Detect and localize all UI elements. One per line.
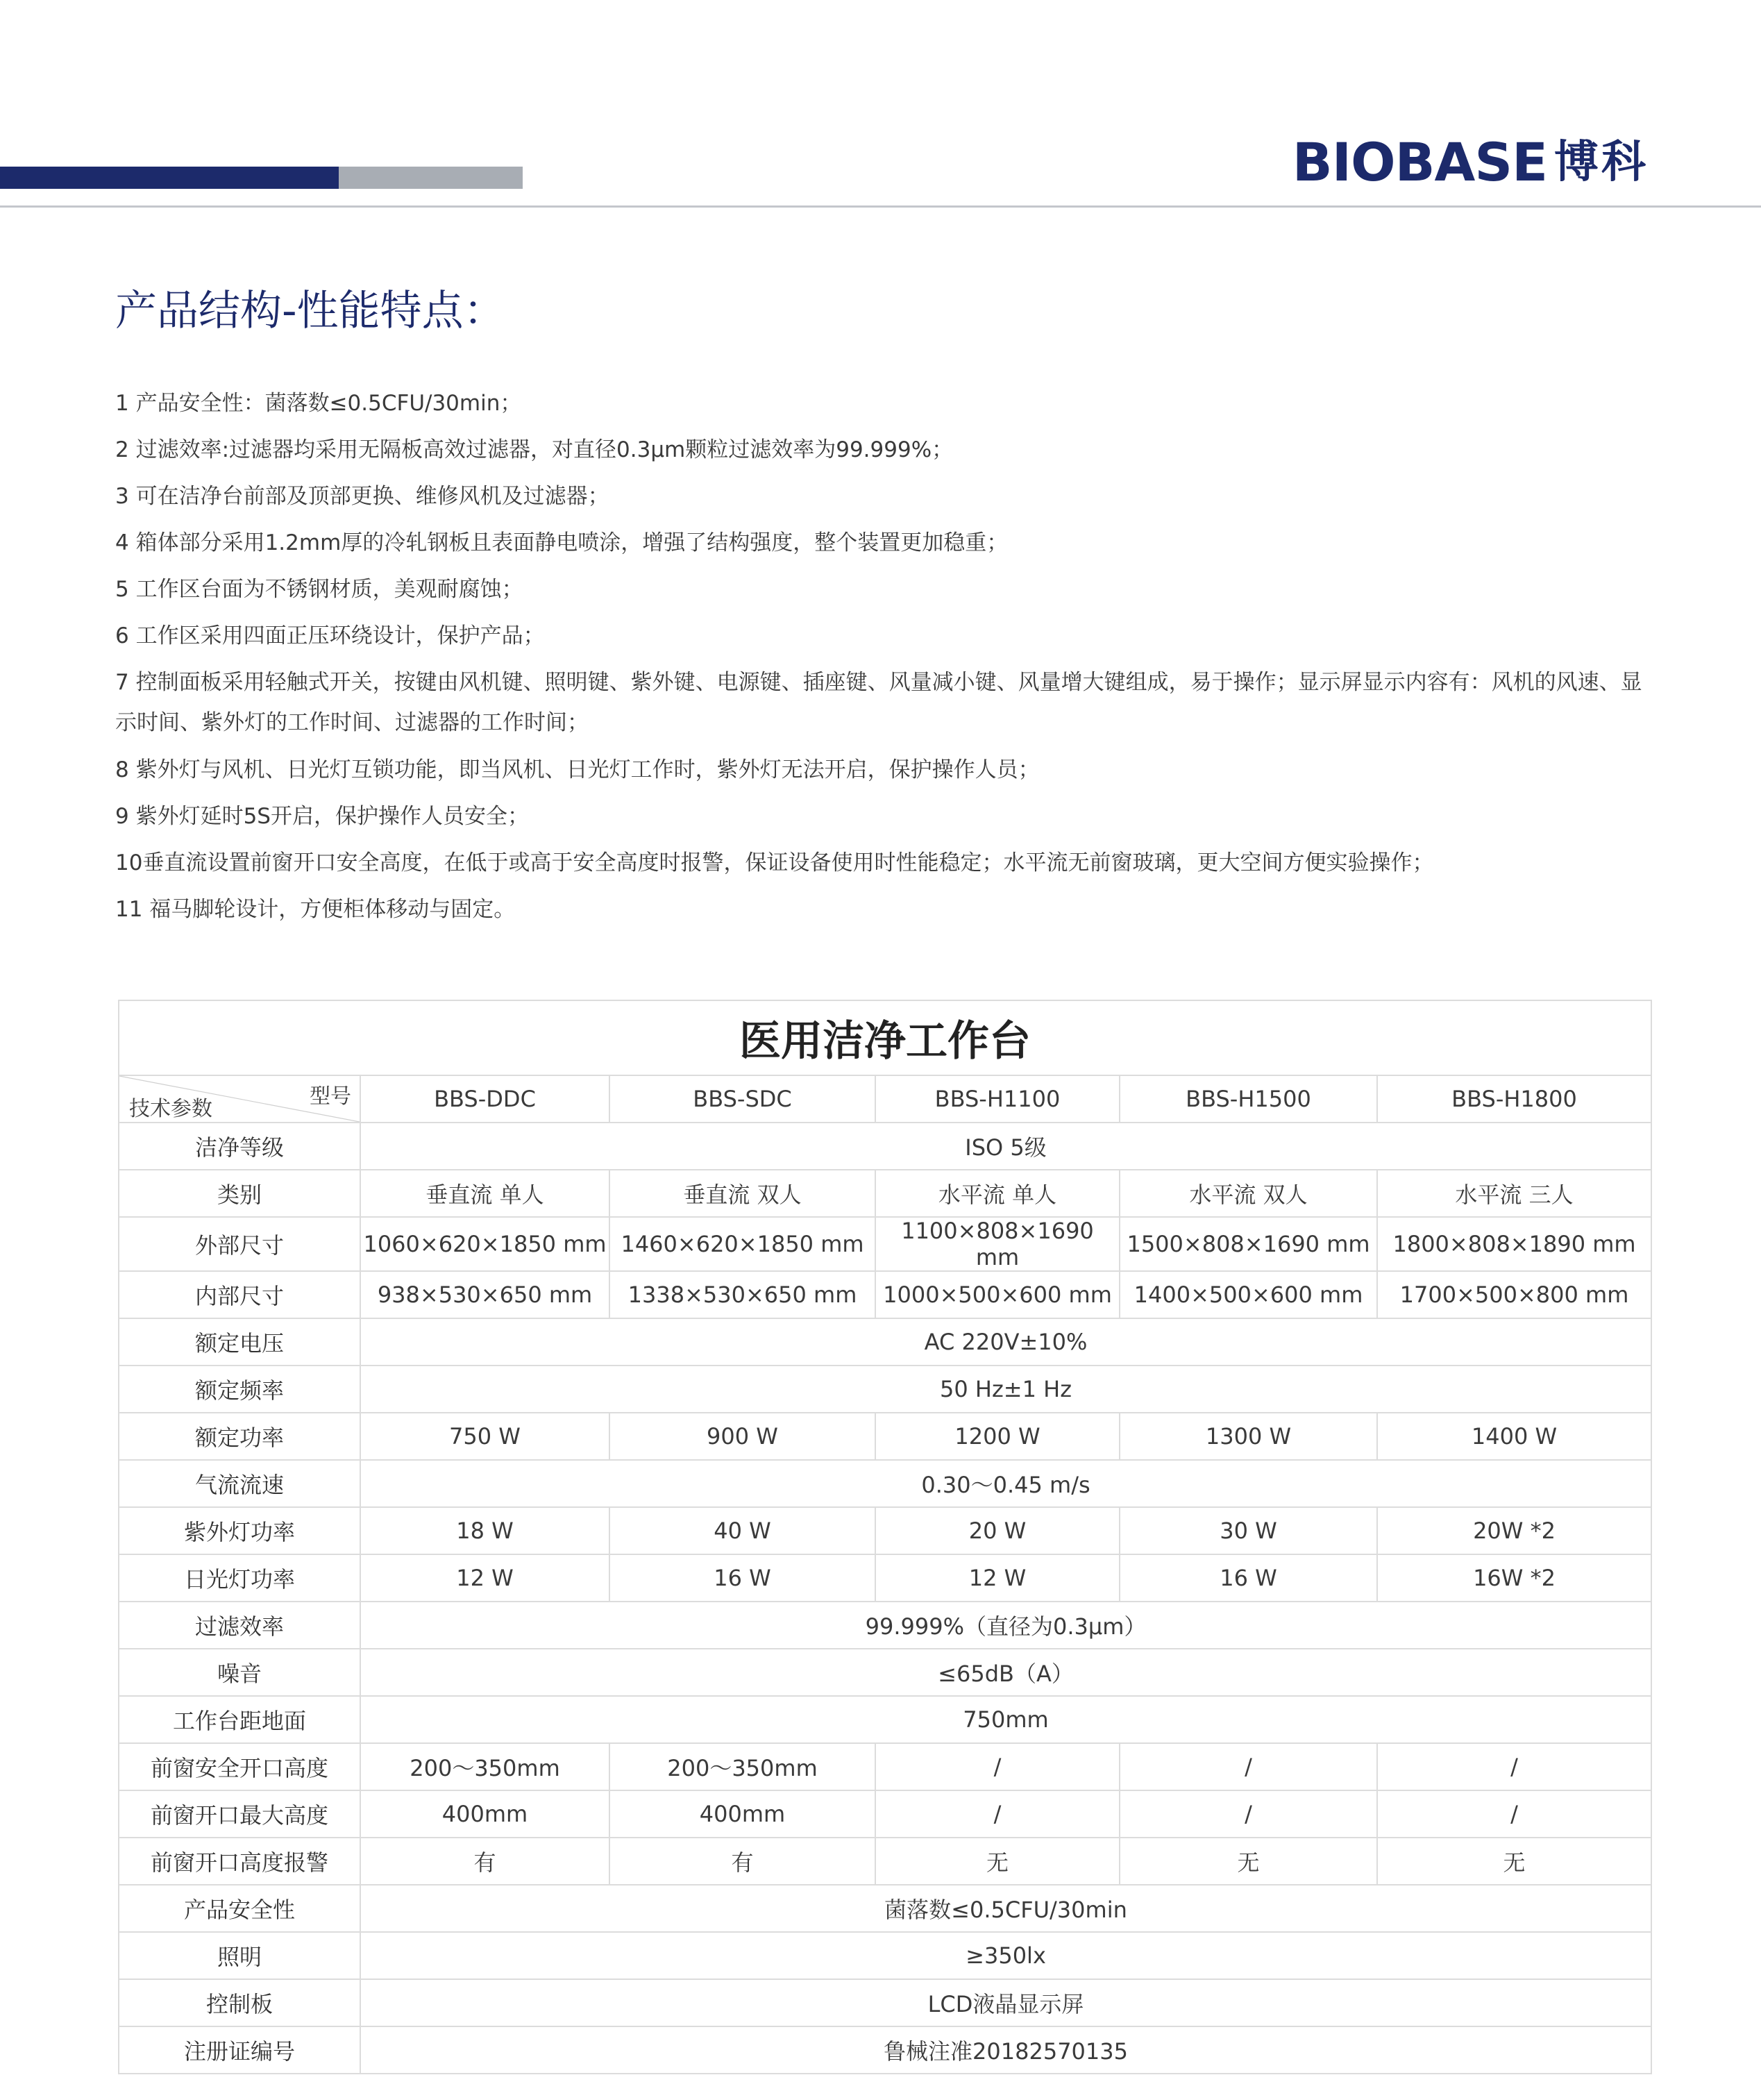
model-header: BBS-H1800 bbox=[1377, 1075, 1651, 1123]
spec-table-header-row bbox=[119, 1075, 1651, 1123]
spec-row-value: 1200 W bbox=[875, 1413, 1120, 1460]
spec-row-value: 1000×500×600 mm bbox=[875, 1271, 1120, 1318]
spec-row-label: 噪音 bbox=[119, 1649, 360, 1696]
spec-row-value: 无 bbox=[875, 1838, 1120, 1885]
spec-row-label: 前窗安全开口高度 bbox=[119, 1743, 360, 1790]
spec-row-value: ≥350lx bbox=[360, 1932, 1651, 1979]
brand-logo-cn: 博科 bbox=[1554, 137, 1649, 188]
feature-item-9: 9 紫外灯延时5S开启，保护操作人员安全； bbox=[115, 804, 529, 829]
spec-table-row bbox=[119, 1271, 1651, 1318]
spec-table bbox=[118, 1000, 1652, 2074]
spec-row-label: 类别 bbox=[119, 1170, 360, 1217]
spec-row-label: 控制板 bbox=[119, 1979, 360, 2026]
model-header: BBS-DDC bbox=[360, 1075, 609, 1123]
spec-row-value: / bbox=[1377, 1790, 1651, 1838]
spec-row-label: 过滤效率 bbox=[119, 1602, 360, 1649]
spec-table-row bbox=[119, 1743, 1651, 1790]
spec-table-corner-cell bbox=[119, 1075, 360, 1123]
spec-row-label: 注册证编号 bbox=[119, 2026, 360, 2074]
spec-row-label: 前窗开口最大高度 bbox=[119, 1790, 360, 1838]
feature-item-6: 6 工作区采用四面正压环绕设计，保护产品； bbox=[115, 623, 545, 648]
spec-row-value: 水平流 单人 bbox=[875, 1170, 1120, 1217]
model-header: BBS-H1500 bbox=[1120, 1075, 1377, 1123]
spec-table-row bbox=[119, 1838, 1651, 1885]
feature-item-2: 2 过滤效率:过滤器均采用无隔板高效过滤器，对直径0.3μm颗粒过滤效率为99.999%； bbox=[115, 437, 954, 462]
spec-row-value: 1800×808×1890 mm bbox=[1377, 1217, 1651, 1271]
spec-row-value: / bbox=[1120, 1743, 1377, 1790]
spec-row-value: 900 W bbox=[609, 1413, 875, 1460]
model-header: BBS-SDC bbox=[609, 1075, 875, 1123]
spec-row-value: 16 W bbox=[609, 1554, 875, 1602]
spec-row-value: 20 W bbox=[875, 1507, 1120, 1554]
spec-row-value: 12 W bbox=[360, 1554, 609, 1602]
spec-row-value: 水平流 三人 bbox=[1377, 1170, 1651, 1217]
spec-row-value: 400mm bbox=[360, 1790, 609, 1838]
spec-row-value: 1400×500×600 mm bbox=[1120, 1271, 1377, 1318]
spec-row-label: 气流流速 bbox=[119, 1460, 360, 1507]
spec-row-value: 1060×620×1850 mm bbox=[360, 1217, 609, 1271]
spec-table-row bbox=[119, 1170, 1651, 1217]
spec-row-value: / bbox=[875, 1743, 1120, 1790]
feature-item-10: 10垂直流设置前窗开口安全高度，在低于或高于安全高度时报警，保证设备使用时性能稳定；水平流无前窗玻璃，更大空间方便实验操作； bbox=[115, 850, 1434, 875]
spec-table-row bbox=[119, 1790, 1651, 1838]
spec-table-row bbox=[119, 1507, 1651, 1554]
spec-row-label: 日光灯功率 bbox=[119, 1554, 360, 1602]
spec-row-value: 1460×620×1850 mm bbox=[609, 1217, 875, 1271]
spec-row-value: 1100×808×1690 mm bbox=[875, 1217, 1120, 1271]
spec-row-value: 30 W bbox=[1120, 1507, 1377, 1554]
spec-row-value: 1338×530×650 mm bbox=[609, 1271, 875, 1318]
spec-row-value: 无 bbox=[1120, 1838, 1377, 1885]
corner-label-params: 技术参数 bbox=[129, 1097, 212, 1121]
spec-row-label: 额定电压 bbox=[119, 1318, 360, 1366]
spec-row-value: 16 W bbox=[1120, 1554, 1377, 1602]
spec-row-value: 40 W bbox=[609, 1507, 875, 1554]
spec-row-label: 额定频率 bbox=[119, 1366, 360, 1413]
feature-item-5: 5 工作区台面为不锈钢材质，美观耐腐蚀； bbox=[115, 577, 523, 602]
spec-row-value: AC 220V±10% bbox=[360, 1318, 1651, 1366]
spec-row-value: 1300 W bbox=[1120, 1413, 1377, 1460]
feature-item-11: 11 福马脚轮设计，方便柜体移动与固定。 bbox=[115, 897, 516, 922]
spec-row-value: 无 bbox=[1377, 1838, 1651, 1885]
spec-row-value: 50 Hz±1 Hz bbox=[360, 1366, 1651, 1413]
spec-table-row bbox=[119, 1932, 1651, 1979]
brand-logo bbox=[1292, 131, 1649, 193]
feature-item-7: 7 控制面板采用轻触式开关，按键由风机键、照明键、紫外键、电源键、插座键、风量减小键、风量增大键组成，易于操作；显示屏显示内容有：风机的风速、显示时间、紫外灯的工作时间、过滤器的工作时间； bbox=[115, 670, 1642, 735]
feature-item-1: 1 产品安全性：菌落数≤0.5CFU/30min； bbox=[115, 391, 522, 416]
spec-row-value: 1700×500×800 mm bbox=[1377, 1271, 1651, 1318]
spec-row-label: 照明 bbox=[119, 1932, 360, 1979]
spec-table-row bbox=[119, 1366, 1651, 1413]
spec-row-value: 有 bbox=[609, 1838, 875, 1885]
spec-row-value: / bbox=[1120, 1790, 1377, 1838]
spec-table-row bbox=[119, 2026, 1651, 2074]
model-header: BBS-H1100 bbox=[875, 1075, 1120, 1123]
header-accent-bar-gray bbox=[339, 167, 523, 189]
spec-table-row bbox=[119, 1554, 1651, 1602]
spec-table-title: 医用洁净工作台 bbox=[119, 1000, 1651, 1075]
spec-row-value: / bbox=[1377, 1743, 1651, 1790]
spec-row-label: 额定功率 bbox=[119, 1413, 360, 1460]
spec-table-row bbox=[119, 1696, 1651, 1743]
spec-table-title-row bbox=[119, 1000, 1651, 1075]
spec-table-row bbox=[119, 1885, 1651, 1932]
spec-row-label: 工作台距地面 bbox=[119, 1696, 360, 1743]
section-heading: 产品结构-性能特点： bbox=[115, 287, 505, 335]
spec-row-value: 99.999%（直径为0.3μm） bbox=[360, 1602, 1651, 1649]
spec-row-value: 菌落数≤0.5CFU/30min bbox=[360, 1885, 1651, 1932]
spec-row-value: 400mm bbox=[609, 1790, 875, 1838]
spec-row-value: 200～350mm bbox=[360, 1743, 609, 1790]
spec-row-value: 750 W bbox=[360, 1413, 609, 1460]
spec-row-value: / bbox=[875, 1790, 1120, 1838]
spec-table-row bbox=[119, 1217, 1651, 1271]
spec-row-label: 产品安全性 bbox=[119, 1885, 360, 1932]
spec-row-value: 16W *2 bbox=[1377, 1554, 1651, 1602]
spec-table-row bbox=[119, 1979, 1651, 2026]
spec-table-row bbox=[119, 1460, 1651, 1507]
spec-row-value: 有 bbox=[360, 1838, 609, 1885]
spec-table-row bbox=[119, 1649, 1651, 1696]
feature-list bbox=[115, 380, 1663, 933]
spec-row-value: 垂直流 单人 bbox=[360, 1170, 609, 1217]
corner-label-model: 型号 bbox=[310, 1084, 351, 1109]
spec-row-value: ≤65dB（A） bbox=[360, 1649, 1651, 1696]
spec-row-label: 紫外灯功率 bbox=[119, 1507, 360, 1554]
spec-row-value: 鲁械注准20182570135 bbox=[360, 2026, 1651, 2074]
header-rule bbox=[0, 205, 1761, 208]
spec-row-label: 外部尺寸 bbox=[119, 1217, 360, 1271]
spec-row-value: 0.30～0.45 m/s bbox=[360, 1460, 1651, 1507]
spec-row-value: 1500×808×1690 mm bbox=[1120, 1217, 1377, 1271]
spec-row-label: 内部尺寸 bbox=[119, 1271, 360, 1318]
spec-row-value: ISO 5级 bbox=[360, 1123, 1651, 1170]
spec-row-label: 洁净等级 bbox=[119, 1123, 360, 1170]
feature-item-4: 4 箱体部分采用1.2mm厚的冷轧钢板且表面静电喷涂，增强了结构强度，整个装置更加稳重； bbox=[115, 530, 1009, 555]
spec-row-label: 前窗开口高度报警 bbox=[119, 1838, 360, 1885]
spec-row-value: 水平流 双人 bbox=[1120, 1170, 1377, 1217]
feature-item-3: 3 可在洁净台前部及顶部更换、维修风机及过滤器； bbox=[115, 484, 609, 509]
spec-row-value: 20W *2 bbox=[1377, 1507, 1651, 1554]
spec-row-value: 12 W bbox=[875, 1554, 1120, 1602]
spec-table-row bbox=[119, 1602, 1651, 1649]
spec-table-row bbox=[119, 1318, 1651, 1366]
spec-row-value: 200～350mm bbox=[609, 1743, 875, 1790]
feature-item-8: 8 紫外灯与风机、日光灯互锁功能，即当风机、日光灯工作时，紫外灯无法开启，保护操作人员； bbox=[115, 757, 1040, 782]
spec-row-value: 750mm bbox=[360, 1696, 1651, 1743]
spec-row-value: 18 W bbox=[360, 1507, 609, 1554]
spec-row-value: 1400 W bbox=[1377, 1413, 1651, 1460]
header-accent-bar-navy bbox=[0, 167, 339, 189]
brand-logo-en: BIOBASE bbox=[1292, 131, 1547, 193]
spec-row-value: LCD液晶显示屏 bbox=[360, 1979, 1651, 2026]
spec-table-row bbox=[119, 1413, 1651, 1460]
spec-row-value: 938×530×650 mm bbox=[360, 1271, 609, 1318]
spec-table-row bbox=[119, 1123, 1651, 1170]
spec-row-value: 垂直流 双人 bbox=[609, 1170, 875, 1217]
